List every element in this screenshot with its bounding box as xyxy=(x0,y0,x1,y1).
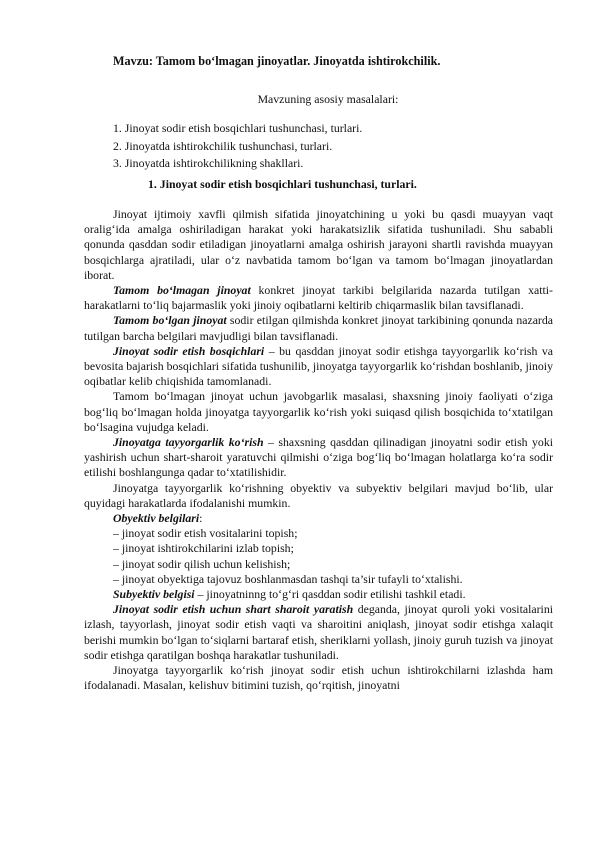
term: Jinoyatga tayyorgarlik ko‘rish xyxy=(113,435,264,450)
list-item: – jinoyat sodir etish vositalarini topish; xyxy=(113,526,298,541)
paragraph: Tamom bo‘lmagan jinoyat uchun javobgarlik masalasi, shaxsning jinoiy faoliyati o‘ziga bog‘liq bo‘lmagan holda jinoyatga tayyorgarlik ko‘rish yoki suiqasd qilish bosqichida to‘xtatilgan bo‘lsagina vujudga keladi. xyxy=(84,389,553,434)
term: Subyektiv belgisi xyxy=(113,587,195,602)
subtitle: Mavzuning asosiy masalalari: xyxy=(257,92,399,106)
term: Tamom bo‘lmagan jinoyat xyxy=(113,283,251,298)
paragraph: Jinoyatga tayyorgarlik ko‘rish jinoyat sodir etish uchun ishtirokchilarni izlashda ham ifodalanadi. Masalan, kelishuv bitimini tuzish, qo‘rqitish, jinoyatni xyxy=(84,663,553,693)
paragraph: Tamom bo‘lgan jinoyat sodir etilgan qilmishda konkret jinoyat tarkibining qonunda nazarda tutilgan barcha belgilari mavjudligi bilan tavsiflanadi. xyxy=(84,313,553,343)
term: Tamom bo‘lgan jinoyat xyxy=(113,313,227,328)
paragraph: Tamom bo‘lmagan jinoyat konkret jinoyat tarkibi belgilarida nazarda tutilgan xatti-harakatlarni to‘liq bajarmaslik yoki jinoiy oqibatlarni keltirib chiqarmaslik bilan tavsiflanadi. xyxy=(84,283,553,313)
task-item: 1. Jinoyat sodir etish bosqichlari tushunchasi, turlari. xyxy=(113,121,363,135)
list-item: – jinoyat sodir qilish uchun kelishish; xyxy=(113,556,291,571)
task-item: 2. Jinoyatda ishtirokchilik tushunchasi, turlari. xyxy=(113,138,333,153)
paragraph: Jinoyatga tayyorgarlik ko‘rish – shaxsning qasddan qilinadigan jinoyatni sodir etish yoki yashirish uchun shart-sharoit yaratuvchi qilmishi o‘ziga bog‘liq bo‘lmagan holatlarga ko‘ra sodir etilishi boshlangunga qadar to‘xtatilishidir. xyxy=(84,435,554,480)
paragraph: Jinoyat ijtimoiy xavfli qilmish sifatida jinoyatchining u yoki bu qasdi muayyan vaqt oralig‘ida amalga oshiriladigan harakat yoki harakatsizlik sifatida tushuniladi. Shu sababli qonunda qasddan sodir etiladigan jinoyatlarni amalga oshirish jarayoni shartli ravishda muayyan bosqichlarga ajratiladi, ular o‘z navbatida tamom bo‘lgan va tamom bo‘lmagan jinoyatlardan iborat. xyxy=(84,207,553,282)
term: Jinoyat sodir etish uchun shart sharoit yaratish xyxy=(113,602,354,617)
list-item: – jinoyat ishtirokchilarini izlab topish; xyxy=(113,541,294,556)
paragraph: Jinoyatga tayyorgarlik ko‘rishning obyektiv va subyektiv belgilari mavjud bo‘lib, ular quyidagi harakatlarda ifodalanishi mumkin. xyxy=(84,480,553,510)
paragraph: Subyektiv belgisi – jinoyatninng to‘g‘ri qasddan sodir etilishi tashkil etadi. xyxy=(113,587,466,602)
paragraph: Jinoyat sodir etish bosqichlari – bu qasddan jinoyat sodir etishga tayyorgarlik ko‘rish va bevosita bajarish bosqichlari sifatida tushunilib, jinoyatga tayyorgarlik ko‘rishdan boshlanib, jinoiy oqibatlar kelib chiqishida tamomlanadi. xyxy=(84,343,554,389)
task-item: 3. Jinoyatda ishtirokchilikning shakllari. xyxy=(113,156,304,170)
term: Obyektiv belgilari xyxy=(113,511,200,526)
term: Jinoyat sodir etish bosqichlari xyxy=(113,343,265,358)
paragraph: Jinoyat sodir etish uchun shart sharoit yaratish deganda, jinoyat quroli yoki vositalarini izlash, tayyorlash, jinoyat sodir etish vaqti va sharoitini aniqlash, jinoyat sodir etishga xalaqit berishi mumkin bo‘lgan to‘siqlarni bartaraf etish, sheriklarni yollash, jinoiy guruh tuzish va jinoyat sodir etishga qaratilgan boshqa harakatlar tushuniladi. xyxy=(84,602,553,662)
body-text xyxy=(84,207,553,694)
section-heading: 1. Jinoyat sodir etish bosqichlari tushunchasi, turlari. xyxy=(148,177,417,191)
task-list xyxy=(113,121,362,174)
paragraph: Obyektiv belgilari: xyxy=(113,511,203,526)
document-title: Mavzu: Tamom bo‘lmagan jinoyatlar. Jinoyatda ishtirokchilik. xyxy=(113,54,441,68)
list-item: – jinoyat obyektiga tajovuz boshlanmasdan tashqi ta’sir tufayli to‘xtalishi. xyxy=(113,571,463,586)
